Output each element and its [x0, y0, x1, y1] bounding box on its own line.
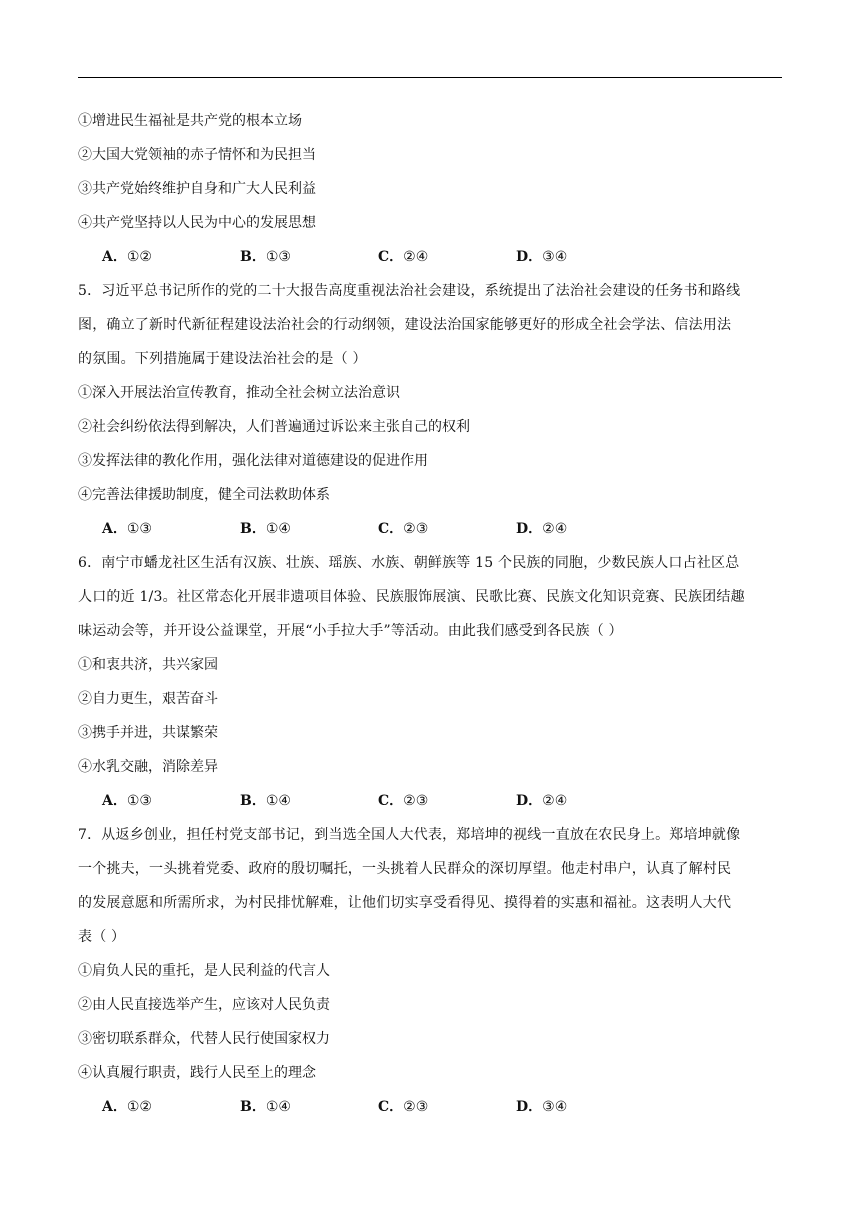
option-line: ④共产党坚持以人民为中心的发展思想: [78, 215, 316, 231]
question-7: [78, 818, 782, 1124]
choice-letter: D．: [516, 793, 543, 809]
question-stem: 人口的近 1/3。社区常态化开展非遗项目体验、民族服饰展演、民歌比赛、民族文化知识竞赛、民族团结趣: [78, 589, 745, 605]
choice-value: ②④: [542, 521, 568, 537]
option-line: ③携手并进，共谋繁荣: [78, 725, 218, 741]
choice-value: ①④: [265, 521, 291, 537]
choice-letter: C．: [378, 1099, 404, 1115]
option-line: ③共产党始终维护自身和广大人民利益: [78, 181, 316, 197]
choice-a: [102, 1090, 240, 1124]
answer-choices: [78, 784, 782, 818]
choice-a: [102, 784, 240, 818]
question-stem: 的发展意愿和所需所求，为村民排忧解难，让他们切实享受看得见、摸得着的实惠和福祉。这表明人大代: [78, 895, 732, 911]
option-line: ④完善法律援助制度，健全司法救助体系: [78, 487, 330, 503]
choice-d: [516, 784, 654, 818]
option-line: ②大国大党领袖的赤子情怀和为民担当: [78, 147, 316, 163]
choice-letter: C．: [378, 249, 404, 265]
choice-value: ①④: [265, 793, 291, 809]
choice-value: ①②: [126, 1099, 152, 1115]
question-stem: 7．从返乡创业，担任村党支部书记，到当选全国人大代表，郑培坤的视线一直放在农民身上。郑培坤就像: [78, 827, 741, 843]
choice-d: [516, 240, 654, 274]
answer-choices: [78, 240, 782, 274]
choice-value: ①④: [265, 1099, 291, 1115]
choice-d: [516, 512, 654, 546]
choice-b: [240, 240, 378, 274]
question-stem: 一个挑夫，一头挑着党委、政府的殷切嘱托，一头挑着人民群众的深切厚望。他走村串户，认真了解村民: [78, 861, 732, 877]
question-stem: 6．南宁市蟠龙社区生活有汉族、壮族、瑶族、水族、朝鲜族等 15 个民族的同胞，少数民族人口占社区总: [78, 555, 740, 571]
option-line: ①增进民生福祉是共产党的根本立场: [78, 113, 302, 129]
answer-choices: [78, 1090, 782, 1124]
question-stem: 5．习近平总书记所作的党的二十大报告高度重视法治社会建设，系统提出了法治社会建设的任务书和路线: [78, 283, 741, 299]
question-stem: 味运动会等，并开设公益课堂，开展“小手拉大手”等活动。由此我们感受到各民族（ ）: [78, 623, 623, 639]
choice-c: [378, 512, 516, 546]
choice-letter: C．: [378, 521, 404, 537]
choice-value: ②④: [542, 793, 568, 809]
choice-value: ①③: [126, 793, 152, 809]
choice-a: [102, 240, 240, 274]
choice-value: ①③: [126, 521, 152, 537]
choice-value: ②④: [403, 249, 429, 265]
question-6: [78, 546, 782, 818]
choice-letter: D．: [516, 249, 543, 265]
option-line: ③发挥法律的教化作用，强化法律对道德建设的促进作用: [78, 453, 428, 469]
question-stem: 的氛围。下列措施属于建设法治社会的是（ ）: [78, 351, 367, 367]
choice-c: [378, 240, 516, 274]
choice-b: [240, 784, 378, 818]
choice-value: ②③: [403, 521, 429, 537]
choice-letter: B．: [240, 793, 266, 809]
option-line: ③密切联系群众，代替人民行使国家权力: [78, 1031, 330, 1047]
option-line: ②社会纠纷依法得到解决，人们普遍通过诉讼来主张自己的权利: [78, 419, 470, 435]
choice-value: ③④: [542, 1099, 568, 1115]
choice-b: [240, 512, 378, 546]
choice-c: [378, 1090, 516, 1124]
option-line: ①肩负人民的重托，是人民利益的代言人: [78, 963, 330, 979]
choice-d: [516, 1090, 654, 1124]
choice-letter: D．: [516, 521, 543, 537]
choice-letter: B．: [240, 1099, 266, 1115]
choice-letter: A．: [102, 1099, 127, 1115]
choice-value: ①③: [265, 249, 291, 265]
choice-value: ③④: [542, 249, 568, 265]
choice-letter: D．: [516, 1099, 543, 1115]
option-line: ①和衷共济，共兴家园: [78, 657, 218, 673]
choice-value: ②③: [403, 793, 429, 809]
choice-letter: C．: [378, 793, 404, 809]
choice-letter: A．: [102, 793, 127, 809]
choice-value: ①②: [126, 249, 152, 265]
question-stem: 表（ ）: [78, 929, 126, 945]
choice-value: ②③: [403, 1099, 429, 1115]
option-line: ④水乳交融，消除差异: [78, 759, 218, 775]
answer-choices: [78, 512, 782, 546]
choice-b: [240, 1090, 378, 1124]
question-5: [78, 274, 782, 546]
header-rule: [78, 77, 782, 78]
page-content: [78, 104, 782, 1124]
option-line: ②自力更生，艰苦奋斗: [78, 691, 218, 707]
option-line: ④认真履行职责，践行人民至上的理念: [78, 1065, 316, 1081]
question-stem: 图，确立了新时代新征程建设法治社会的行动纲领，建设法治国家能够更好的形成全社会学法、信法用法: [78, 317, 732, 333]
choice-letter: A．: [102, 249, 127, 265]
option-line: ①深入开展法治宣传教育，推动全社会树立法治意识: [78, 385, 400, 401]
choice-letter: A．: [102, 521, 127, 537]
choice-a: [102, 512, 240, 546]
option-line: ②由人民直接选举产生，应该对人民负责: [78, 997, 330, 1013]
choice-letter: B．: [240, 521, 266, 537]
choice-c: [378, 784, 516, 818]
choice-letter: B．: [240, 249, 266, 265]
